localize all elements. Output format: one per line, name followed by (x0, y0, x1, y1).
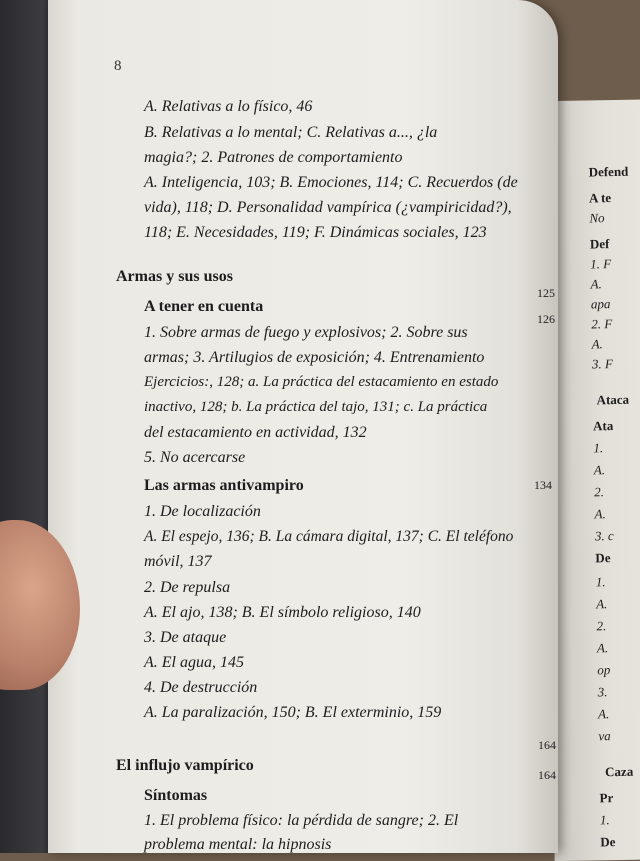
toc-line: 1. Sobre armas de fuego y explosivos; 2. Sobre sus (144, 324, 468, 341)
facing-page-line: A. (591, 336, 603, 352)
toc-line: armas; 3. Artilugios de exposición; 4. Entrenamiento (144, 349, 485, 366)
toc-line: vida), 118; D. Personalidad vampírica (¿vampiricidad?), (144, 199, 512, 216)
facing-page-line: A. (596, 640, 609, 656)
facing-page-line: 2. (596, 618, 607, 634)
facing-page-line: A. (594, 506, 606, 522)
toc-line: 1. De localización (144, 503, 261, 520)
toc-line: A. La paralización, 150; B. El exterminio, 159 (144, 704, 442, 721)
toc-line: A. El espejo, 136; B. La cámara digital, 137; C. El teléfono (144, 528, 514, 545)
facing-page-line: No (589, 210, 605, 226)
facing-page-line: 1. (595, 574, 606, 590)
toc-line: problema mental: la hipnosis (144, 836, 332, 853)
facing-page-line: 1. (593, 440, 604, 456)
facing-page-line: 3. (597, 684, 608, 700)
facing-page-line: A te (588, 190, 612, 206)
facing-page-line: 1. F (590, 256, 612, 272)
facing-page-line: apa (590, 296, 611, 312)
facing-page-line: 3. F (591, 356, 614, 372)
toc-line: 5. No acercarse (144, 449, 246, 466)
facing-page-line: De (595, 550, 611, 566)
toc-line: 4. De destrucción (144, 679, 258, 696)
facing-page-line: 3. c (594, 528, 614, 544)
toc-line: móvil, 137 (144, 553, 212, 570)
toc-line: A. Relativas a lo físico, 46 (144, 98, 313, 115)
page-number: 8 (114, 58, 122, 74)
facing-page-line: Ataca (596, 391, 630, 408)
subsection-page-number: 134 (534, 478, 552, 492)
facing-page-line: A. (597, 706, 610, 722)
facing-page-line: Ata (592, 418, 614, 434)
book-page (48, 0, 558, 853)
toc-line: inactivo, 128; b. La práctica del tajo, 131; c. La práctica (144, 399, 488, 415)
section-page-number: 125 (537, 286, 555, 300)
section-page-number: 164 (538, 738, 556, 752)
facing-page-line: Pr (599, 790, 614, 806)
section-title: El influjo vampírico (116, 757, 254, 774)
subsection-page-number: 126 (537, 312, 555, 326)
toc-line: 1. El problema físico: la pérdida de sangre; 2. El (144, 812, 459, 829)
facing-page-line: A. (593, 462, 606, 478)
subsection-title: A tener en cuenta (144, 298, 264, 315)
facing-page-line: op (597, 662, 611, 678)
toc-line: B. Relativas a lo mental; C. Relativas a..., ¿la (144, 124, 438, 141)
toc-line: 118; E. Necesidades, 119; F. Dinámicas sociales, 123 (144, 224, 487, 241)
subsection-title: Las armas antivampiro (144, 477, 304, 494)
toc-line: Ejercicios:, 128; a. La práctica del estacamiento en estado (144, 374, 499, 390)
toc-line: A. Inteligencia, 103; B. Emociones, 114; C. Recuerdos (de (144, 174, 518, 191)
facing-page-line: A. (596, 596, 608, 612)
toc-line: 2. De repulsa (144, 579, 231, 596)
subsection-title: Síntomas (144, 787, 208, 804)
facing-page-line: A. (590, 276, 602, 292)
toc-line: A. El ajo, 138; B. El símbolo religioso, 140 (144, 604, 421, 621)
toc-line: 3. De ataque (144, 629, 227, 646)
subsection-page-number: 164 (538, 768, 556, 782)
facing-page-line: Caza (604, 763, 634, 780)
section-title: Armas y sus usos (116, 268, 233, 285)
facing-page-line: Defend (588, 163, 629, 180)
facing-page-line: Def (589, 236, 610, 252)
facing-page-line: 2. (594, 484, 605, 500)
toc-line: magia?; 2. Patrones de comportamiento (144, 149, 403, 166)
facing-page-line: va (598, 728, 611, 744)
facing-page-line: 2. F (591, 316, 613, 332)
toc-line: A. El agua, 145 (144, 654, 244, 671)
facing-page-line: 1. (599, 812, 610, 828)
facing-page-line: De (600, 834, 616, 850)
toc-line: del estacamiento en actividad, 132 (144, 424, 367, 441)
